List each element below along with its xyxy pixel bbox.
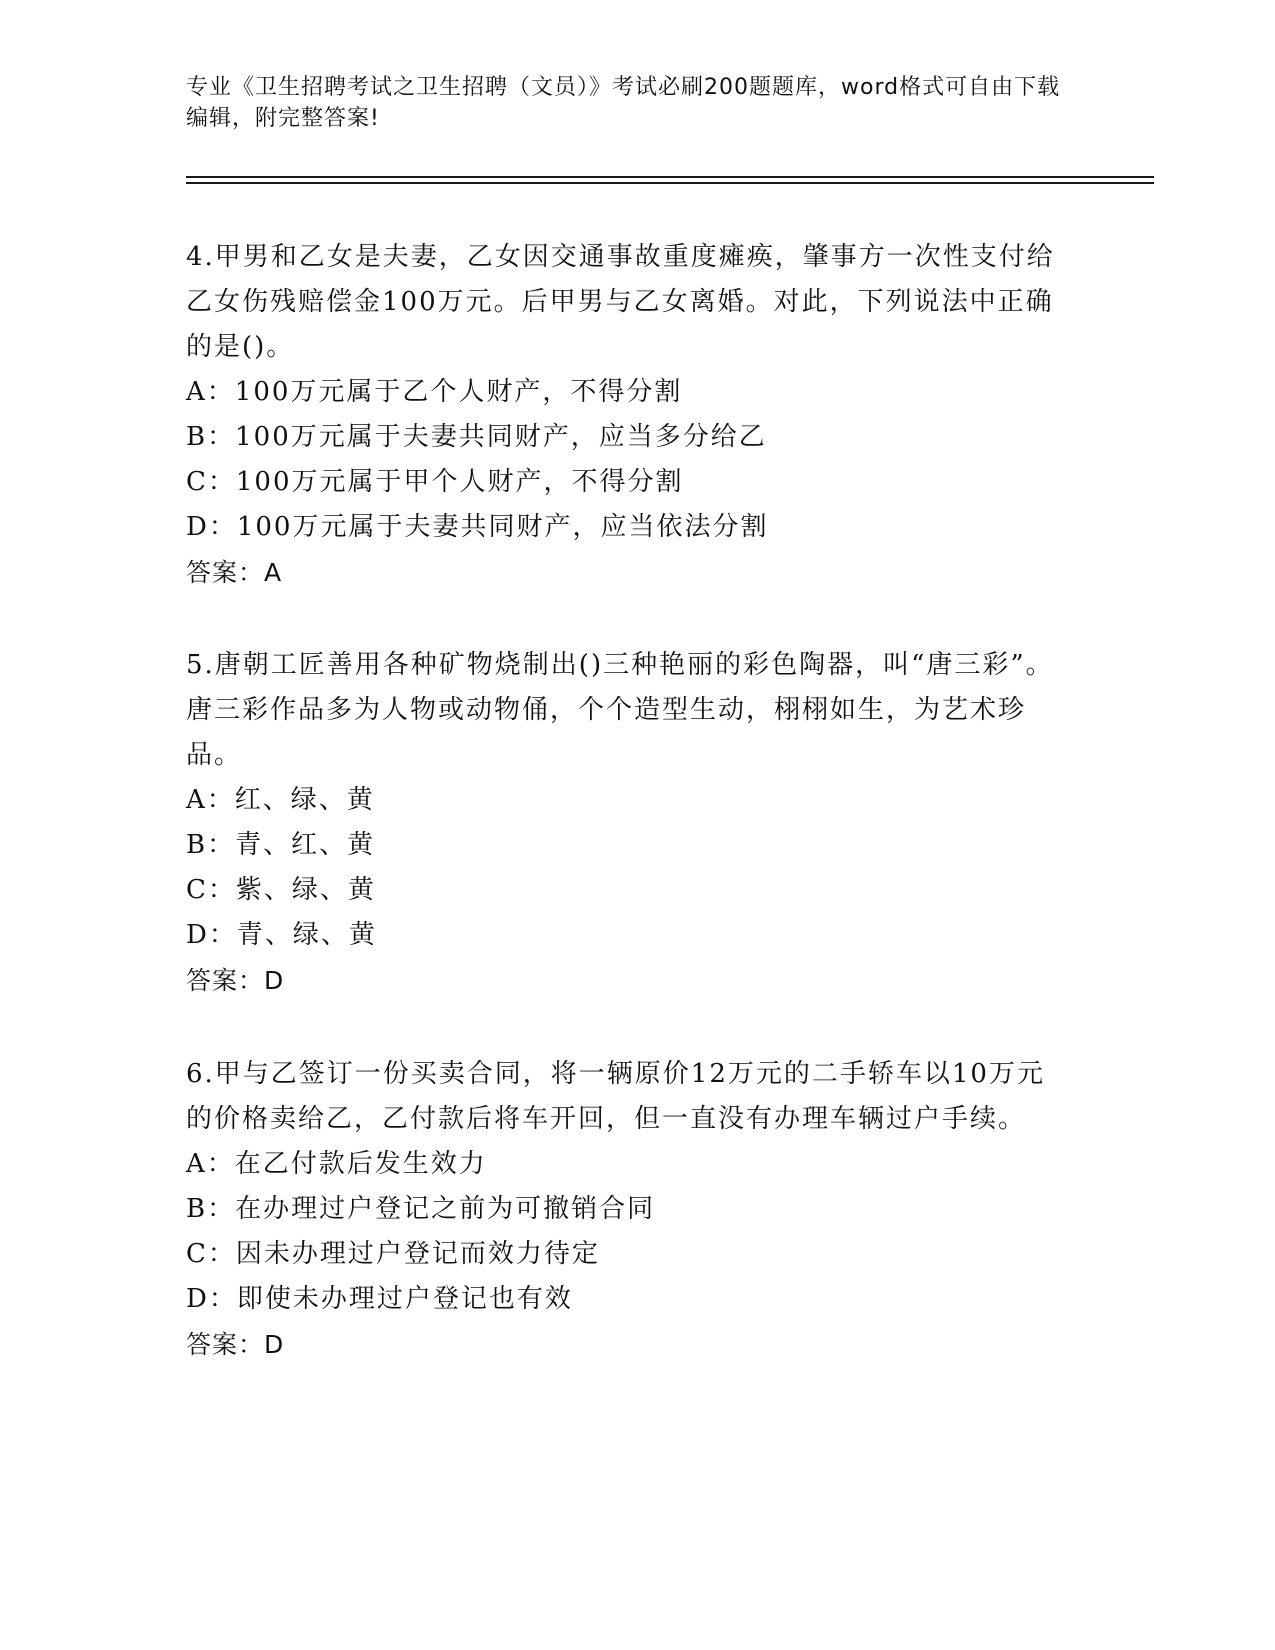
- header-divider-bottom: [186, 182, 1154, 184]
- option-a: A：在乙付款后发生效力: [186, 1149, 487, 1179]
- option-d: D：100万元属于夫妻共同财产，应当依法分割: [186, 512, 769, 542]
- option-d: D：青、绿、黄: [186, 920, 377, 950]
- question-stem: 5.唐朝工匠善用各种矿物烧制出()三种艳丽的彩色陶器，叫“唐三彩”。唐三彩作品多为人物或动物俑，个个造型生动，栩栩如生，为艺术珍品。: [186, 650, 1054, 770]
- option-b: B：青、红、黄: [186, 830, 376, 860]
- document-header-text: 专业《卫生招聘考试之卫生招聘（文员）》考试必刷200题题库，word格式可自由下载编辑，附完整答案!: [186, 75, 1061, 131]
- option-b: B：100万元属于夫妻共同财产，应当多分给乙: [186, 422, 767, 452]
- option-c: C：紫、绿、黄: [186, 875, 376, 905]
- option-a: A：100万元属于乙个人财产，不得分割: [186, 377, 683, 407]
- header-divider-top: [186, 176, 1154, 178]
- answer-line: 答案：D: [186, 966, 285, 995]
- question-stem: 6.甲与乙签订一份买卖合同，将一辆原价12万元的二手轿车以10万元的价格卖给乙，乙付款后将车开回，但一直没有办理车辆过户手续。: [186, 1059, 1045, 1134]
- question-stem: 4.甲男和乙女是夫妻，乙女因交通事故重度瘫痪，肇事方一次性支付给乙女伤残赔偿金100万元。后甲男与乙女离婚。对此，下列说法中正确的是()。: [186, 242, 1055, 362]
- option-a: A：红、绿、黄: [186, 785, 375, 815]
- option-c: C：因未办理过户登记而效力待定: [186, 1239, 600, 1269]
- answer-line: 答案：A: [186, 558, 283, 587]
- option-c: C：100万元属于甲个人财产，不得分割: [186, 467, 684, 497]
- question-block: [186, 235, 1056, 595]
- question-block: [186, 1052, 1056, 1367]
- option-d: D：即使未办理过户登记也有效: [186, 1284, 573, 1314]
- answer-line: 答案：D: [186, 1330, 285, 1359]
- option-b: B：在办理过户登记之前为可撤销合同: [186, 1194, 656, 1224]
- question-block: [186, 643, 1056, 1003]
